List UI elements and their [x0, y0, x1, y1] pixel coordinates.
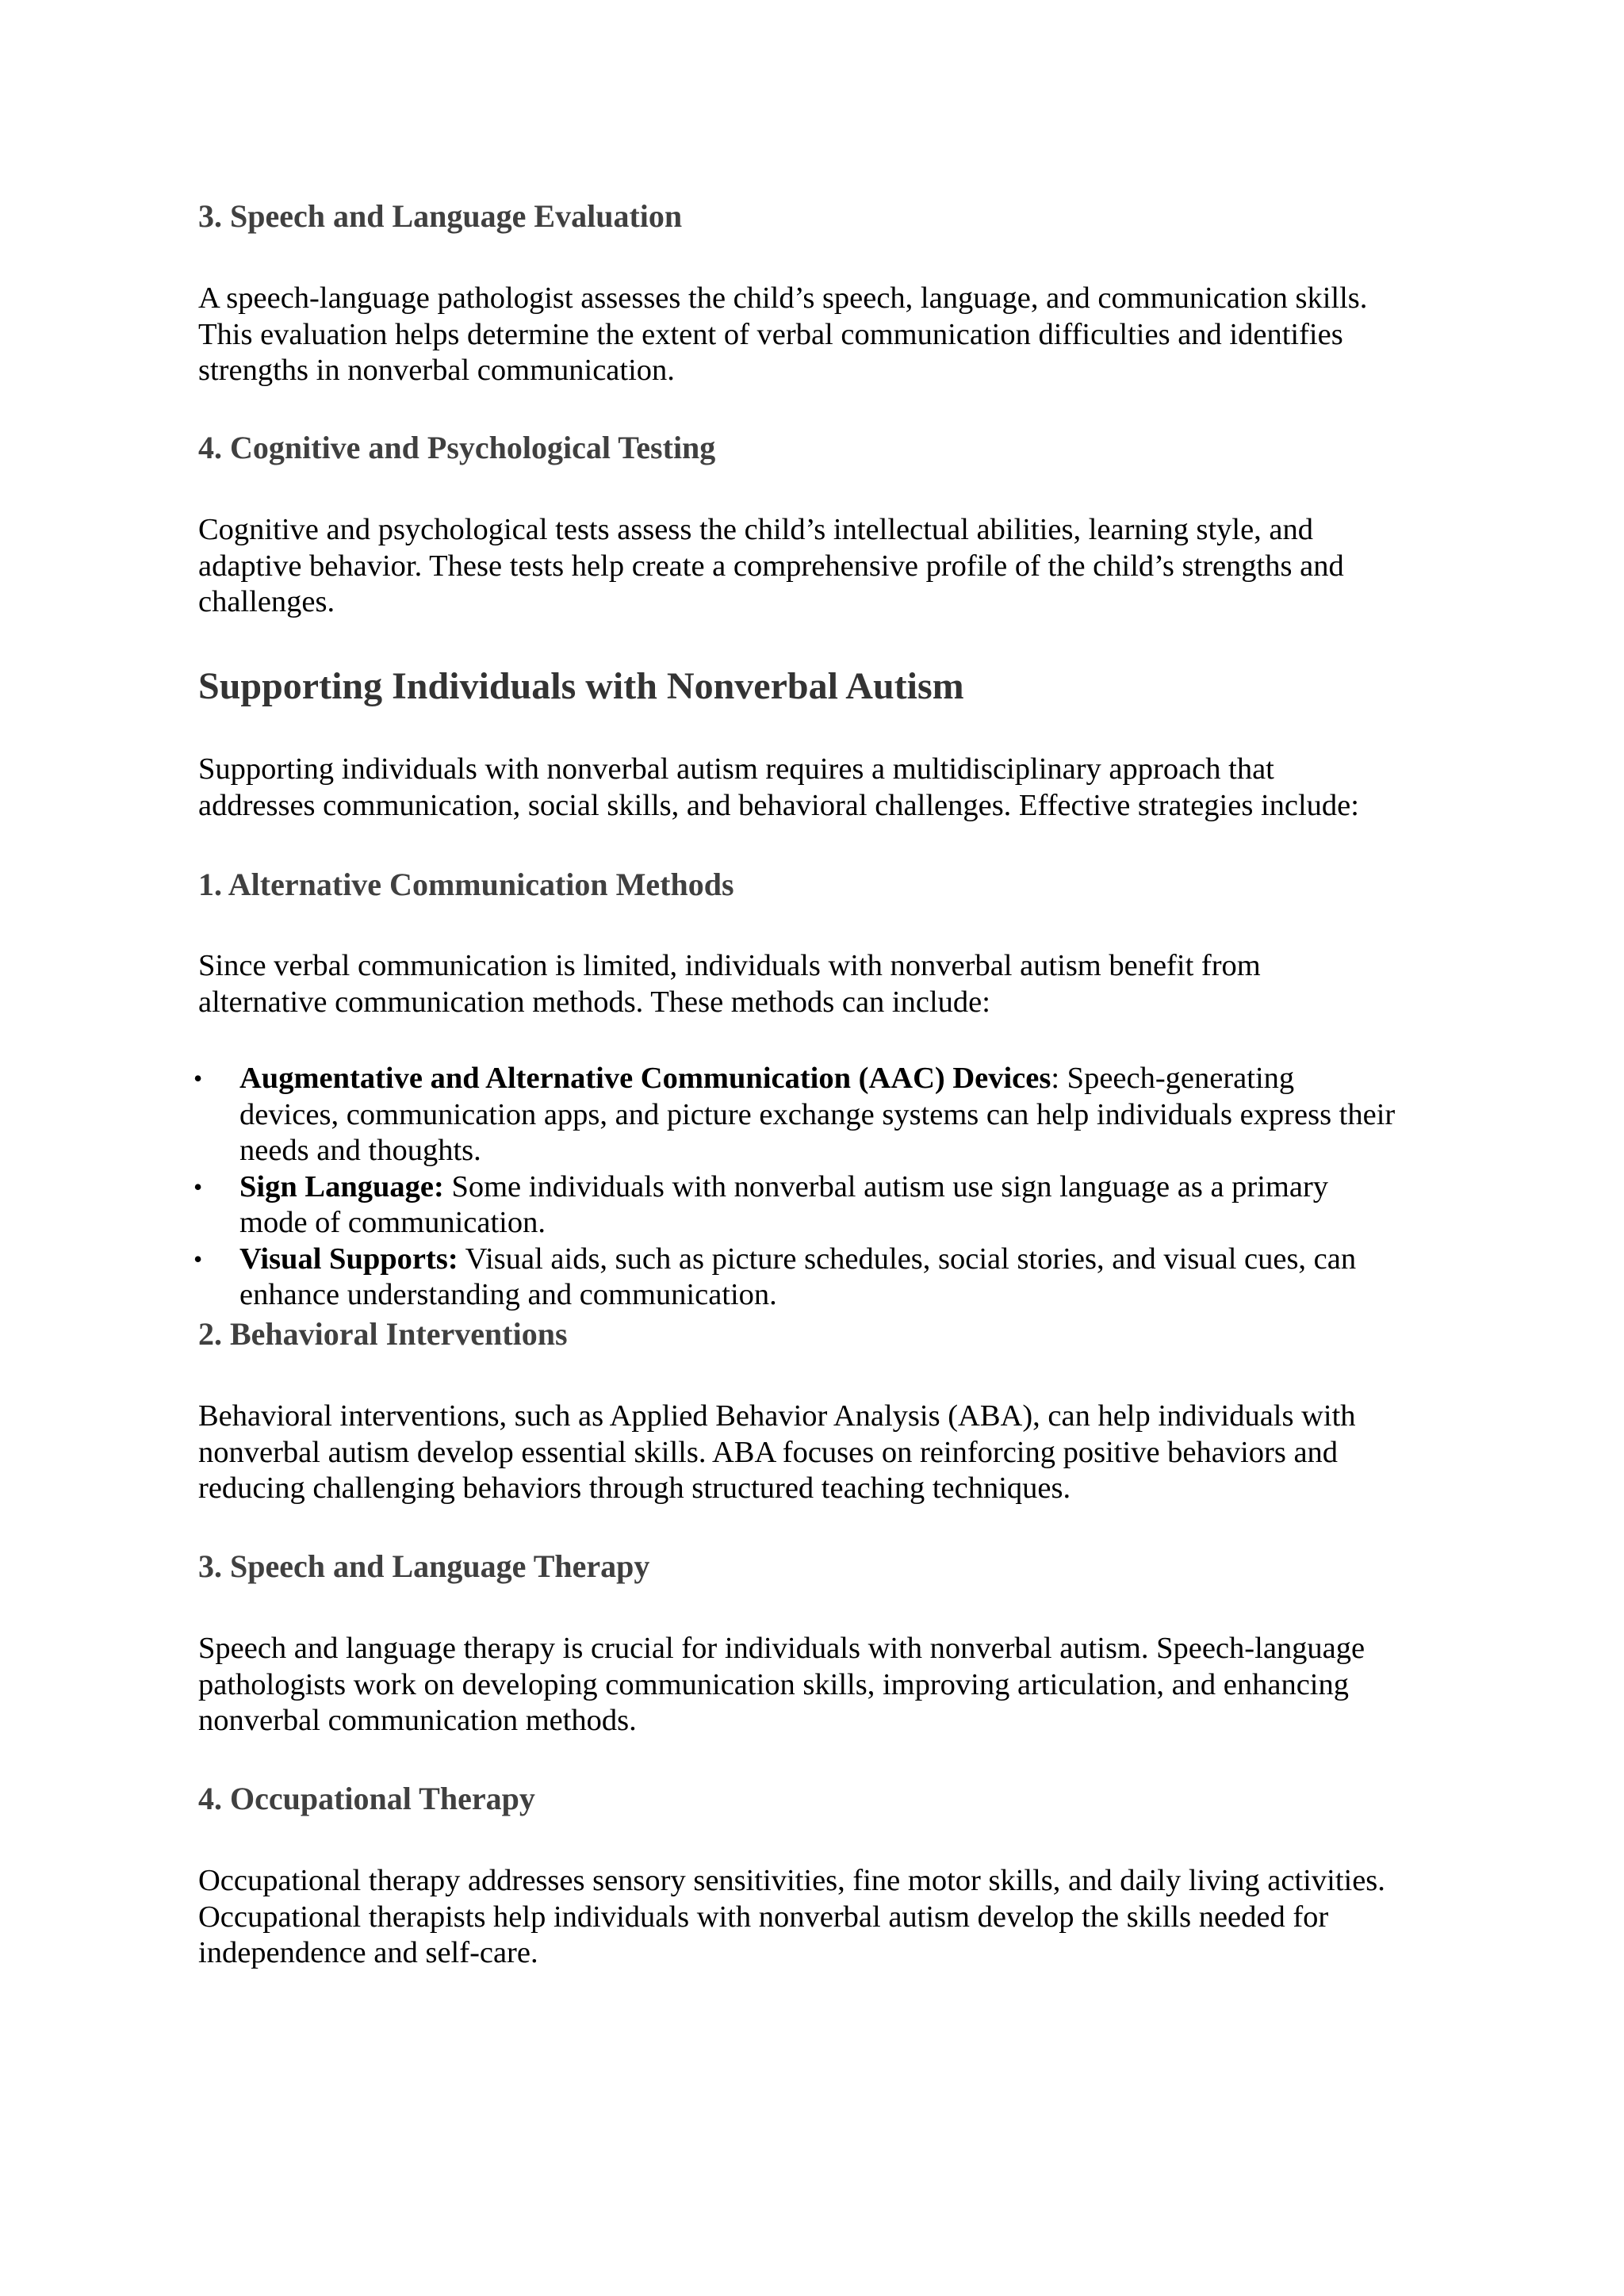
list-item-text: Visual aids, such as picture schedules, social stories, and visual cues, can [458, 1242, 1357, 1276]
paragraph-line: Supporting individuals with nonverbal autism requires a multidisciplinary approach that [198, 752, 1274, 786]
list-item-first-line [239, 1061, 1395, 1097]
list-item-line: enhance understanding and communication. [239, 1278, 777, 1311]
paragraph-line: This evaluation helps determine the extent of verbal communication difficulties and identifies [198, 317, 1343, 351]
paragraph-line: addresses communication, social skills, and behavioral challenges. Effective strategies include: [198, 788, 1359, 822]
paragraph-line: challenges. [198, 585, 335, 618]
paragraph-behavioral-interventions [198, 1399, 1356, 1507]
paragraph-line: strengths in nonverbal communication. [198, 354, 675, 387]
paragraph-speech-evaluation [198, 281, 1367, 389]
paragraph-line: reducing challenging behaviors through structured teaching techniques. [198, 1471, 1071, 1505]
list-item-text: : Speech-generating [1051, 1062, 1295, 1095]
list-item-term: Sign Language: [239, 1169, 444, 1203]
paragraph-line: Speech and language therapy is crucial for individuals with nonverbal autism. Speech-language [198, 1632, 1365, 1665]
bullet-icon: • [193, 1064, 203, 1093]
list-item-line: needs and thoughts. [239, 1134, 481, 1167]
subheading-cognitive-testing: 4. Cognitive and Psychological Testing [198, 430, 716, 465]
paragraph-cognitive-testing [198, 512, 1344, 621]
paragraph-speech-therapy [198, 1631, 1365, 1739]
paragraph-line: alternative communication methods. These methods can include: [198, 985, 990, 1019]
paragraph-alternative-communication [198, 948, 1261, 1020]
list-item-line: devices, communication apps, and picture exchange systems can help individuals express their [239, 1097, 1396, 1131]
paragraph-line: pathologists work on developing communication skills, improving articulation, and enhancing [198, 1667, 1349, 1701]
paragraph-line: Behavioral interventions, such as Applied Behavior Analysis (ABA), can help individuals with [198, 1399, 1356, 1433]
list-item-first-line [239, 1242, 1395, 1278]
bullet-list-communication-methods [193, 1061, 1396, 1314]
paragraph-line: adaptive behavior. These tests help create a comprehensive profile of the child’s strengths and [198, 549, 1344, 583]
list-item-term: Visual Supports: [239, 1242, 458, 1276]
list-item-visual-supports [193, 1242, 1395, 1314]
paragraph-supporting-intro [198, 752, 1359, 824]
paragraph-occupational-therapy [198, 1863, 1385, 1972]
paragraph-line: independence and self-care. [198, 1936, 538, 1969]
list-item-sign-language [193, 1169, 1395, 1242]
list-item-first-line [239, 1169, 1395, 1206]
subheading-speech-therapy: 3. Speech and Language Therapy [198, 1548, 650, 1584]
subheading-speech-evaluation: 3. Speech and Language Evaluation [198, 198, 683, 234]
subheading-behavioral-interventions: 2. Behavioral Interventions [198, 1316, 568, 1352]
list-item-term: Augmentative and Alternative Communication (AAC) Devices [239, 1062, 1051, 1095]
paragraph-line: A speech-language pathologist assesses the child’s speech, language, and communication skills. [198, 281, 1368, 315]
paragraph-line: nonverbal communication methods. [198, 1704, 637, 1737]
subheading-alternative-communication: 1. Alternative Communication Methods [198, 867, 734, 902]
subheading-occupational-therapy: 4. Occupational Therapy [198, 1781, 535, 1816]
bullet-icon: • [193, 1244, 203, 1273]
paragraph-line: Since verbal communication is limited, individuals with nonverbal autism benefit from [198, 949, 1261, 982]
list-item-aac-devices [193, 1061, 1396, 1169]
list-item-text: Some individuals with nonverbal autism use sign language as a primary [443, 1169, 1329, 1203]
paragraph-line: Occupational therapy addresses sensory sensitivities, fine motor skills, and daily living activities. [198, 1864, 1385, 1897]
bullet-icon: • [193, 1172, 203, 1201]
paragraph-line: nonverbal autism develop essential skills. ABA focuses on reinforcing positive behaviors and [198, 1435, 1339, 1469]
list-item-line: mode of communication. [239, 1206, 546, 1239]
paragraph-line: Cognitive and psychological tests assess the child’s intellectual abilities, learning style, and [198, 513, 1314, 546]
paragraph-line: Occupational therapists help individuals with nonverbal autism develop the skills needed for [198, 1900, 1329, 1934]
section-title-supporting: Supporting Individuals with Nonverbal Autism [198, 665, 964, 707]
